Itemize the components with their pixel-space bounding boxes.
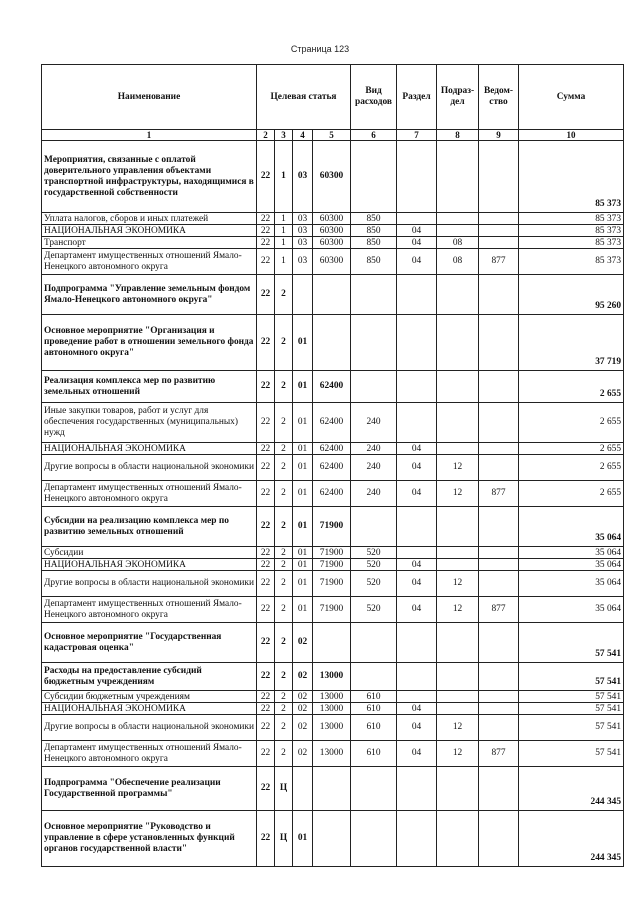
header-department: Ведом-ство xyxy=(479,65,519,130)
table-row xyxy=(42,703,624,715)
target-direction-code: 13000 xyxy=(313,715,351,741)
section-code xyxy=(397,811,437,867)
target-activity-code: 03 xyxy=(293,249,313,275)
target-direction-code xyxy=(313,315,351,371)
column-number: 3 xyxy=(275,130,293,141)
section-code xyxy=(397,767,437,811)
subsection-code xyxy=(437,403,479,443)
target-direction-code xyxy=(313,275,351,315)
section-code xyxy=(397,507,437,547)
target-subprogram-code: 2 xyxy=(275,623,293,663)
row-sum: 57 541 xyxy=(519,663,624,691)
row-sum: 85 373 xyxy=(519,141,624,213)
target-subprogram-code: 2 xyxy=(275,559,293,571)
expense-type-code: 520 xyxy=(351,547,397,559)
department-code xyxy=(479,443,519,455)
table-row xyxy=(42,691,624,703)
department-code xyxy=(479,315,519,371)
target-subprogram-code: 2 xyxy=(275,663,293,691)
subsection-code xyxy=(437,623,479,663)
section-code xyxy=(397,315,437,371)
target-subprogram-code: 2 xyxy=(275,455,293,481)
target-program-code: 22 xyxy=(257,767,275,811)
header-name: Наименование xyxy=(42,65,257,130)
department-code xyxy=(479,811,519,867)
table-row xyxy=(42,715,624,741)
target-program-code: 22 xyxy=(257,141,275,213)
section-code: 04 xyxy=(397,571,437,597)
table-row xyxy=(42,275,624,315)
target-program-code: 22 xyxy=(257,663,275,691)
target-subprogram-code: 2 xyxy=(275,443,293,455)
department-code xyxy=(479,715,519,741)
target-program-code: 22 xyxy=(257,703,275,715)
target-program-code: 22 xyxy=(257,597,275,623)
target-activity-code: 01 xyxy=(293,571,313,597)
column-number: 5 xyxy=(313,130,351,141)
subsection-code: 12 xyxy=(437,481,479,507)
subsection-code xyxy=(437,141,479,213)
row-sum: 35 064 xyxy=(519,571,624,597)
subsection-code xyxy=(437,547,479,559)
target-direction-code: 13000 xyxy=(313,741,351,767)
row-sum: 95 260 xyxy=(519,275,624,315)
section-code xyxy=(397,547,437,559)
department-code xyxy=(479,703,519,715)
target-activity-code: 02 xyxy=(293,663,313,691)
table-row xyxy=(42,597,624,623)
expense-type-code xyxy=(351,623,397,663)
table-row xyxy=(42,767,624,811)
budget-table xyxy=(41,64,624,867)
target-program-code: 22 xyxy=(257,237,275,249)
subsection-code: 12 xyxy=(437,571,479,597)
department-code xyxy=(479,403,519,443)
target-subprogram-code: 2 xyxy=(275,703,293,715)
section-code xyxy=(397,623,437,663)
target-activity-code: 02 xyxy=(293,623,313,663)
target-program-code: 22 xyxy=(257,371,275,403)
target-direction-code: 62400 xyxy=(313,403,351,443)
department-code xyxy=(479,623,519,663)
column-number: 7 xyxy=(397,130,437,141)
expense-type-code: 520 xyxy=(351,597,397,623)
section-code: 04 xyxy=(397,481,437,507)
target-program-code: 22 xyxy=(257,741,275,767)
department-code xyxy=(479,767,519,811)
target-subprogram-code: 1 xyxy=(275,141,293,213)
table-row xyxy=(42,141,624,213)
target-direction-code: 60300 xyxy=(313,213,351,225)
target-subprogram-code: 2 xyxy=(275,547,293,559)
row-name: Основное мероприятие "Руководство и управление в сфере установленных функций органов государственной власти" xyxy=(42,811,257,867)
target-activity-code: 03 xyxy=(293,237,313,249)
target-program-code: 22 xyxy=(257,213,275,225)
target-activity-code: 01 xyxy=(293,403,313,443)
table-row xyxy=(42,559,624,571)
section-code xyxy=(397,371,437,403)
target-subprogram-code: 2 xyxy=(275,691,293,703)
section-code: 04 xyxy=(397,597,437,623)
column-number: 4 xyxy=(293,130,313,141)
target-direction-code: 60300 xyxy=(313,249,351,275)
department-code xyxy=(479,507,519,547)
department-code xyxy=(479,571,519,597)
section-code: 04 xyxy=(397,225,437,237)
target-subprogram-code: 1 xyxy=(275,213,293,225)
target-direction-code: 62400 xyxy=(313,455,351,481)
subsection-code xyxy=(437,315,479,371)
target-subprogram-code: 2 xyxy=(275,715,293,741)
column-number: 1 xyxy=(42,130,257,141)
section-code: 04 xyxy=(397,237,437,249)
row-sum: 85 373 xyxy=(519,237,624,249)
target-program-code: 22 xyxy=(257,547,275,559)
section-code xyxy=(397,663,437,691)
expense-type-code xyxy=(351,767,397,811)
department-code xyxy=(479,547,519,559)
table-row xyxy=(42,507,624,547)
expense-type-code: 850 xyxy=(351,249,397,275)
department-code xyxy=(479,237,519,249)
target-subprogram-code: Ц xyxy=(275,811,293,867)
table-row xyxy=(42,225,624,237)
row-sum: 2 655 xyxy=(519,403,624,443)
subsection-code xyxy=(437,767,479,811)
department-code xyxy=(479,455,519,481)
table-row xyxy=(42,741,624,767)
table-row xyxy=(42,811,624,867)
section-code xyxy=(397,141,437,213)
target-program-code: 22 xyxy=(257,623,275,663)
section-code: 04 xyxy=(397,715,437,741)
target-activity-code: 02 xyxy=(293,703,313,715)
expense-type-code: 610 xyxy=(351,691,397,703)
row-sum: 57 541 xyxy=(519,715,624,741)
target-program-code: 22 xyxy=(257,811,275,867)
row-sum: 57 541 xyxy=(519,741,624,767)
table-row xyxy=(42,663,624,691)
row-sum: 2 655 xyxy=(519,443,624,455)
column-number: 8 xyxy=(437,130,479,141)
expense-type-code xyxy=(351,371,397,403)
target-activity-code: 01 xyxy=(293,547,313,559)
target-program-code: 22 xyxy=(257,455,275,481)
section-code xyxy=(397,213,437,225)
section-code: 04 xyxy=(397,741,437,767)
row-sum: 35 064 xyxy=(519,559,624,571)
subsection-code: 12 xyxy=(437,597,479,623)
department-code xyxy=(479,559,519,571)
subsection-code xyxy=(437,371,479,403)
target-subprogram-code: 2 xyxy=(275,741,293,767)
row-name: Подпрограмма "Обеспечение реализации Государственной программы" xyxy=(42,767,257,811)
table-row xyxy=(42,213,624,225)
target-activity-code: 01 xyxy=(293,811,313,867)
column-number: 10 xyxy=(519,130,624,141)
target-activity-code: 03 xyxy=(293,213,313,225)
row-sum: 85 373 xyxy=(519,225,624,237)
row-name: Другие вопросы в области национальной экономики xyxy=(42,571,257,597)
subsection-code xyxy=(437,691,479,703)
target-activity-code: 01 xyxy=(293,481,313,507)
row-name: НАЦИОНАЛЬНАЯ ЭКОНОМИКА xyxy=(42,443,257,455)
header-section: Раздел xyxy=(397,65,437,130)
target-direction-code: 71900 xyxy=(313,507,351,547)
target-activity-code: 02 xyxy=(293,691,313,703)
department-code xyxy=(479,275,519,315)
row-sum: 57 541 xyxy=(519,703,624,715)
target-program-code: 22 xyxy=(257,315,275,371)
target-activity-code: 03 xyxy=(293,141,313,213)
expense-type-code xyxy=(351,811,397,867)
row-name: Другие вопросы в области национальной экономики xyxy=(42,455,257,481)
target-direction-code: 62400 xyxy=(313,443,351,455)
row-sum: 35 064 xyxy=(519,547,624,559)
table-row xyxy=(42,481,624,507)
target-direction-code: 71900 xyxy=(313,559,351,571)
row-name: Основное мероприятие "Государственная кадастровая оценка" xyxy=(42,623,257,663)
subsection-code xyxy=(437,213,479,225)
department-code xyxy=(479,213,519,225)
row-sum: 85 373 xyxy=(519,213,624,225)
row-name: Реализация комплекса мер по развитию земельных отношений xyxy=(42,371,257,403)
table-row xyxy=(42,403,624,443)
target-direction-code: 71900 xyxy=(313,597,351,623)
row-name: НАЦИОНАЛЬНАЯ ЭКОНОМИКА xyxy=(42,703,257,715)
row-name: Мероприятия, связанные с оплатой доверительного управления объектами транспортной инфраструктуры, находящимися в государственной собственности xyxy=(42,141,257,213)
target-subprogram-code: 2 xyxy=(275,507,293,547)
expense-type-code xyxy=(351,315,397,371)
subsection-code xyxy=(437,275,479,315)
expense-type-code: 240 xyxy=(351,403,397,443)
row-name: Уплата налогов, сборов и иных платежей xyxy=(42,213,257,225)
target-direction-code: 60300 xyxy=(313,225,351,237)
department-code: 877 xyxy=(479,481,519,507)
header-target-article: Целевая статья xyxy=(257,65,351,130)
expense-type-code: 850 xyxy=(351,237,397,249)
column-number-row xyxy=(42,130,624,141)
expense-type-code xyxy=(351,275,397,315)
header-sum: Сумма xyxy=(519,65,624,130)
target-subprogram-code: Ц xyxy=(275,767,293,811)
table-body xyxy=(42,141,624,867)
target-direction-code: 71900 xyxy=(313,547,351,559)
row-sum: 57 541 xyxy=(519,691,624,703)
target-direction-code xyxy=(313,767,351,811)
target-activity-code xyxy=(293,767,313,811)
subsection-code: 12 xyxy=(437,741,479,767)
department-code xyxy=(479,225,519,237)
table-row xyxy=(42,237,624,249)
row-sum: 244 345 xyxy=(519,811,624,867)
target-activity-code: 01 xyxy=(293,443,313,455)
target-activity-code: 02 xyxy=(293,741,313,767)
target-direction-code: 13000 xyxy=(313,703,351,715)
expense-type-code: 240 xyxy=(351,481,397,507)
target-activity-code: 02 xyxy=(293,715,313,741)
row-sum: 244 345 xyxy=(519,767,624,811)
section-code xyxy=(397,691,437,703)
target-activity-code: 01 xyxy=(293,455,313,481)
target-activity-code: 01 xyxy=(293,559,313,571)
target-direction-code: 60300 xyxy=(313,141,351,213)
target-activity-code: 01 xyxy=(293,315,313,371)
target-program-code: 22 xyxy=(257,275,275,315)
target-activity-code: 01 xyxy=(293,371,313,403)
row-name: Департамент имущественных отношений Ямало-Ненецкого автономного округа xyxy=(42,481,257,507)
target-subprogram-code: 2 xyxy=(275,597,293,623)
target-direction-code: 62400 xyxy=(313,481,351,507)
header-expense-type: Вид расходов xyxy=(351,65,397,130)
subsection-code: 12 xyxy=(437,715,479,741)
row-name: Субсидии xyxy=(42,547,257,559)
section-code: 04 xyxy=(397,443,437,455)
subsection-code: 08 xyxy=(437,237,479,249)
row-name: Подпрограмма "Управление земельным фондом Ямало-Ненецкого автономного округа" xyxy=(42,275,257,315)
table-row xyxy=(42,249,624,275)
subsection-code xyxy=(437,811,479,867)
target-direction-code: 71900 xyxy=(313,571,351,597)
row-sum: 2 655 xyxy=(519,371,624,403)
target-direction-code xyxy=(313,811,351,867)
expense-type-code xyxy=(351,141,397,213)
target-program-code: 22 xyxy=(257,481,275,507)
target-program-code: 22 xyxy=(257,691,275,703)
expense-type-code: 610 xyxy=(351,715,397,741)
target-direction-code: 13000 xyxy=(313,663,351,691)
expense-type-code: 520 xyxy=(351,559,397,571)
department-code xyxy=(479,663,519,691)
target-subprogram-code: 2 xyxy=(275,403,293,443)
target-subprogram-code: 2 xyxy=(275,275,293,315)
department-code: 877 xyxy=(479,249,519,275)
department-code xyxy=(479,141,519,213)
column-number: 6 xyxy=(351,130,397,141)
subsection-code xyxy=(437,225,479,237)
expense-type-code: 520 xyxy=(351,571,397,597)
column-number: 9 xyxy=(479,130,519,141)
target-direction-code: 62400 xyxy=(313,371,351,403)
subsection-code xyxy=(437,443,479,455)
table-row xyxy=(42,371,624,403)
target-subprogram-code: 1 xyxy=(275,249,293,275)
target-activity-code xyxy=(293,275,313,315)
row-name: Департамент имущественных отношений Ямало-Ненецкого автономного округа xyxy=(42,597,257,623)
target-subprogram-code: 2 xyxy=(275,371,293,403)
target-program-code: 22 xyxy=(257,443,275,455)
expense-type-code: 850 xyxy=(351,213,397,225)
target-program-code: 22 xyxy=(257,249,275,275)
target-program-code: 22 xyxy=(257,507,275,547)
section-code: 04 xyxy=(397,249,437,275)
row-sum: 35 064 xyxy=(519,507,624,547)
table-row xyxy=(42,571,624,597)
table-row xyxy=(42,315,624,371)
subsection-code: 08 xyxy=(437,249,479,275)
table-row xyxy=(42,547,624,559)
row-name: Другие вопросы в области национальной экономики xyxy=(42,715,257,741)
target-direction-code: 13000 xyxy=(313,691,351,703)
subsection-code xyxy=(437,703,479,715)
row-name: Иные закупки товаров, работ и услуг для обеспечения государственных (муниципальных) нужд xyxy=(42,403,257,443)
table-row xyxy=(42,443,624,455)
page-number-header: Страница 123 xyxy=(290,44,350,54)
section-code xyxy=(397,403,437,443)
row-name: Основное мероприятие "Организация и проведение работ в отношении земельного фонда автономного округа" xyxy=(42,315,257,371)
target-activity-code: 01 xyxy=(293,597,313,623)
target-subprogram-code: 2 xyxy=(275,571,293,597)
row-sum: 2 655 xyxy=(519,455,624,481)
target-program-code: 22 xyxy=(257,403,275,443)
subsection-code xyxy=(437,507,479,547)
target-program-code: 22 xyxy=(257,571,275,597)
row-sum: 35 064 xyxy=(519,597,624,623)
expense-type-code: 610 xyxy=(351,703,397,715)
row-name: Департамент имущественных отношений Ямало-Ненецкого автономного округа xyxy=(42,741,257,767)
expense-type-code: 240 xyxy=(351,455,397,481)
expense-type-code xyxy=(351,507,397,547)
row-sum: 57 541 xyxy=(519,623,624,663)
target-subprogram-code: 2 xyxy=(275,481,293,507)
subsection-code xyxy=(437,559,479,571)
row-name: НАЦИОНАЛЬНАЯ ЭКОНОМИКА xyxy=(42,225,257,237)
target-subprogram-code: 2 xyxy=(275,315,293,371)
row-sum: 85 373 xyxy=(519,249,624,275)
target-program-code: 22 xyxy=(257,559,275,571)
expense-type-code: 850 xyxy=(351,225,397,237)
row-name: Субсидии на реализацию комплекса мер по развитию земельных отношений xyxy=(42,507,257,547)
row-name: Субсидии бюджетным учреждениям xyxy=(42,691,257,703)
target-direction-code: 60300 xyxy=(313,237,351,249)
target-activity-code: 03 xyxy=(293,225,313,237)
target-direction-code xyxy=(313,623,351,663)
row-sum: 37 719 xyxy=(519,315,624,371)
subsection-code: 12 xyxy=(437,455,479,481)
target-subprogram-code: 1 xyxy=(275,225,293,237)
section-code xyxy=(397,275,437,315)
row-name: Департамент имущественных отношений Ямало-Ненецкого автономного округа xyxy=(42,249,257,275)
row-name: Транспорт xyxy=(42,237,257,249)
department-code xyxy=(479,371,519,403)
row-name: НАЦИОНАЛЬНАЯ ЭКОНОМИКА xyxy=(42,559,257,571)
target-program-code: 22 xyxy=(257,715,275,741)
table-header-row xyxy=(42,65,624,130)
department-code: 877 xyxy=(479,741,519,767)
section-code: 04 xyxy=(397,703,437,715)
target-activity-code: 01 xyxy=(293,507,313,547)
column-number: 2 xyxy=(257,130,275,141)
section-code: 04 xyxy=(397,559,437,571)
row-name: Расходы на предоставление субсидий бюджетным учреждениям xyxy=(42,663,257,691)
expense-type-code xyxy=(351,663,397,691)
expense-type-code: 610 xyxy=(351,741,397,767)
section-code: 04 xyxy=(397,455,437,481)
department-code xyxy=(479,691,519,703)
subsection-code xyxy=(437,663,479,691)
target-subprogram-code: 1 xyxy=(275,237,293,249)
row-sum: 2 655 xyxy=(519,481,624,507)
target-program-code: 22 xyxy=(257,225,275,237)
expense-type-code: 240 xyxy=(351,443,397,455)
table-row xyxy=(42,623,624,663)
table-row xyxy=(42,455,624,481)
header-subsection: Подраз-дел xyxy=(437,65,479,130)
department-code: 877 xyxy=(479,597,519,623)
